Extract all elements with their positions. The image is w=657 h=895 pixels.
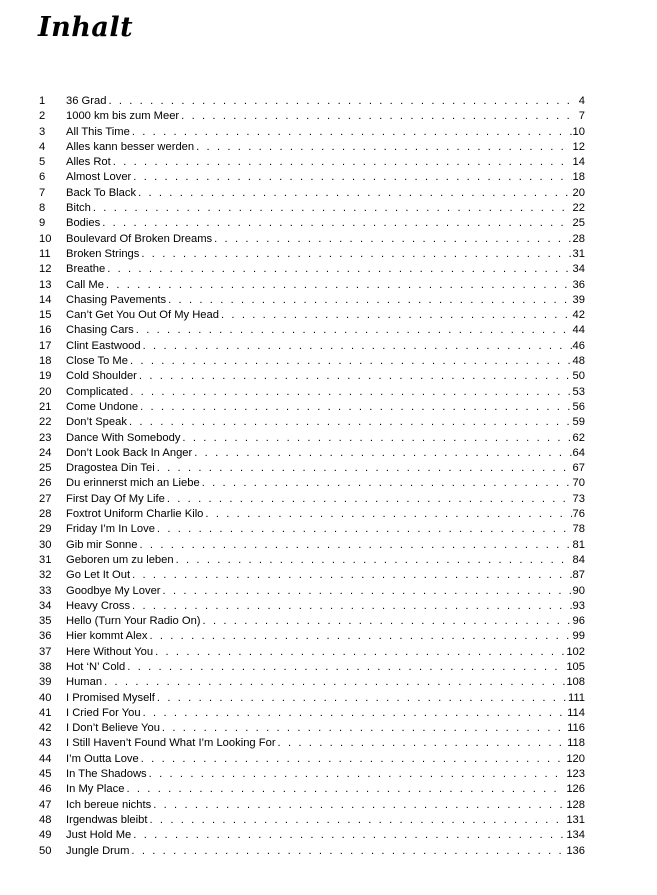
- toc-entry-title: Breathe: [66, 263, 106, 276]
- dot-leader: [203, 614, 572, 629]
- toc-entry: [39, 721, 585, 736]
- toc-entry: [39, 385, 585, 400]
- toc-entry-title: Alles Rot: [66, 156, 111, 169]
- toc-entry-page-number: 114: [567, 706, 585, 719]
- toc-entry-number: 37: [39, 645, 52, 658]
- toc-entry-title: Hello (Turn Your Radio On): [66, 615, 201, 628]
- toc-entry-title: 1000 km bis zum Meer: [66, 110, 180, 123]
- toc-entry-title: In My Place: [66, 783, 125, 796]
- toc-entry: [39, 323, 585, 338]
- toc-entry-number: 6: [39, 171, 46, 184]
- toc-entry-page-number: 87: [572, 569, 585, 582]
- toc-entry-number: 23: [39, 431, 52, 444]
- toc-entry: [39, 538, 585, 553]
- dot-leader: [141, 752, 566, 767]
- toc-entry-number: 31: [39, 553, 52, 566]
- toc-entry-number: 47: [39, 798, 52, 811]
- dot-leader: [140, 538, 572, 553]
- toc-entry-page-number: 25: [572, 217, 585, 230]
- toc-entry-page-number: 128: [566, 798, 585, 811]
- toc-entry-number: 49: [39, 829, 52, 842]
- dot-leader: [163, 584, 572, 599]
- dot-leader: [129, 415, 572, 430]
- toc-entry-number: 4: [39, 140, 46, 153]
- toc-entry-title: Can’t Get You Out Of My Head: [66, 309, 219, 322]
- dot-leader: [138, 186, 571, 201]
- toc-entry-title: I’m Outta Love: [66, 752, 139, 765]
- toc-entry: [39, 94, 585, 109]
- toc-entry-title: Chasing Pavements: [66, 293, 167, 306]
- toc-entry-number: 40: [39, 691, 52, 704]
- dot-leader: [106, 278, 572, 293]
- toc-entry-page-number: 96: [572, 615, 585, 628]
- toc-entry-page-number: 70: [572, 477, 585, 490]
- toc-entry: [39, 813, 585, 828]
- toc-entry-title: Dragostea Din Tei: [66, 462, 155, 475]
- toc-entry-number: 38: [39, 660, 52, 673]
- toc-entry-number: 5: [39, 156, 46, 169]
- toc-entry: [39, 691, 585, 706]
- toc-entry-number: 17: [39, 339, 52, 352]
- toc-entry-number: 20: [39, 385, 52, 398]
- toc-entry-title: Come Undone: [66, 400, 139, 413]
- toc-entry-title: Boulevard Of Broken Dreams: [66, 232, 213, 245]
- toc-entry: [39, 492, 585, 507]
- toc-entry-title: Hot ‘N’ Cold: [66, 660, 126, 673]
- toc-entry-title: Almost Lover: [66, 171, 132, 184]
- toc-entry: [39, 140, 585, 155]
- toc-entry-title: Geboren um zu leben: [66, 553, 174, 566]
- toc-entry-number: 35: [39, 615, 52, 628]
- toc-entry-number: 43: [39, 737, 52, 750]
- toc-entry: [39, 155, 585, 170]
- dot-leader: [155, 645, 565, 660]
- dot-leader: [143, 339, 572, 354]
- toc-entry-title: Alles kann besser werden: [66, 140, 195, 153]
- toc-entry-page-number: 28: [572, 232, 585, 245]
- toc-entry-page-number: 78: [572, 523, 585, 536]
- toc-entry-title: Chasing Cars: [66, 324, 134, 337]
- toc-entry-page-number: 18: [572, 171, 585, 184]
- dot-leader: [194, 446, 571, 461]
- dot-leader: [132, 125, 572, 140]
- toc-entry: [39, 186, 585, 201]
- toc-entry-title: Don’t Speak: [66, 416, 127, 429]
- toc-entry-page-number: 42: [572, 309, 585, 322]
- dot-leader: [132, 568, 571, 583]
- dot-leader: [182, 431, 571, 446]
- dot-leader: [130, 385, 571, 400]
- toc-entry-title: Ich bereue nichts: [66, 798, 152, 811]
- dot-leader: [139, 369, 572, 384]
- toc-entry-title: Back To Black: [66, 186, 137, 199]
- toc-entry-page-number: 116: [567, 722, 585, 735]
- toc-entry: [39, 675, 585, 690]
- toc-entry-page-number: 84: [572, 553, 585, 566]
- dot-leader: [214, 232, 571, 247]
- dot-leader: [149, 767, 566, 782]
- toc-entry: [39, 446, 585, 461]
- toc-entry-number: 29: [39, 523, 52, 536]
- dot-leader: [140, 400, 571, 415]
- toc-entry-page-number: 67: [572, 462, 585, 475]
- toc-entry-title: In The Shadows: [66, 768, 147, 781]
- toc-entry: [39, 369, 585, 384]
- toc-entry: [39, 782, 585, 797]
- toc-entry-page-number: 7: [578, 110, 585, 123]
- toc-entry: [39, 706, 585, 721]
- toc-entry-page-number: 99: [572, 630, 585, 643]
- toc-entry-page-number: 102: [566, 645, 585, 658]
- toc-entry-number: 25: [39, 462, 52, 475]
- toc-entry-title: Irgendwas bleibt: [66, 813, 148, 826]
- toc-entry: [39, 584, 585, 599]
- toc-entry-title: Clint Eastwood: [66, 339, 141, 352]
- dot-leader: [157, 522, 572, 537]
- toc-entry-title: Human: [66, 676, 103, 689]
- toc-entry: [39, 476, 585, 491]
- page-title: Inhalt: [38, 12, 134, 43]
- toc-entry-page-number: 81: [572, 538, 585, 551]
- toc-entry-page-number: 56: [572, 400, 585, 413]
- dot-leader: [102, 216, 571, 231]
- toc-entry: [39, 278, 585, 293]
- toc-entry-number: 30: [39, 538, 52, 551]
- toc-entry: [39, 522, 585, 537]
- dot-leader: [176, 553, 572, 568]
- toc-entry-number: 14: [39, 293, 52, 306]
- toc-entry-page-number: 123: [566, 768, 585, 781]
- toc-entry-title: Don’t Look Back In Anger: [66, 446, 193, 459]
- toc-entry-number: 11: [39, 247, 51, 260]
- toc-entry-number: 41: [39, 706, 52, 719]
- toc-entry-number: 2: [39, 110, 46, 123]
- toc-entry-page-number: 64: [572, 446, 585, 459]
- toc-entry-page-number: 118: [567, 737, 585, 750]
- toc-entry-page-number: 93: [572, 599, 585, 612]
- dot-leader: [113, 155, 572, 170]
- toc-entry-number: 13: [39, 278, 52, 291]
- dot-leader: [167, 492, 572, 507]
- toc-entry-page-number: 131: [566, 813, 585, 826]
- toc-entry-title: All This Time: [66, 125, 130, 138]
- dot-leader: [149, 813, 565, 828]
- toc-entry-page-number: 12: [572, 140, 585, 153]
- toc-entry-page-number: 14: [572, 156, 585, 169]
- toc-entry-number: 39: [39, 676, 52, 689]
- toc-entry-page-number: 22: [572, 202, 585, 215]
- toc-entry-number: 46: [39, 783, 52, 796]
- dot-leader: [149, 629, 571, 644]
- toc-entry: [39, 614, 585, 629]
- toc-entry: [39, 201, 585, 216]
- toc-entry-number: 32: [39, 569, 52, 582]
- dot-leader: [278, 736, 567, 751]
- toc-entry-page-number: 20: [572, 186, 585, 199]
- dot-leader: [157, 461, 572, 476]
- toc-entry-title: Broken Strings: [66, 247, 140, 260]
- toc-entry: [39, 553, 585, 568]
- toc-entry: [39, 629, 585, 644]
- toc-entry-title: Gib mir Sonne: [66, 538, 138, 551]
- toc-entry-page-number: 120: [566, 752, 585, 765]
- dot-leader: [162, 721, 566, 736]
- toc-entry-page-number: 10: [572, 125, 585, 138]
- toc-entry-number: 12: [39, 263, 52, 276]
- dot-leader: [133, 170, 571, 185]
- toc-entry: [39, 752, 585, 767]
- toc-entry: [39, 660, 585, 675]
- toc-entry-number: 48: [39, 813, 52, 826]
- toc-entry-page-number: 50: [572, 370, 585, 383]
- toc-entry-page-number: 4: [578, 95, 585, 107]
- toc-entry-number: 28: [39, 508, 52, 521]
- toc-entry: [39, 767, 585, 782]
- toc-entry-title: Dance With Somebody: [66, 431, 181, 444]
- dot-leader: [205, 507, 571, 522]
- toc-entry-number: 27: [39, 492, 52, 505]
- toc-entry: [39, 247, 585, 262]
- toc-entry-title: Go Let It Out: [66, 569, 131, 582]
- dot-leader: [181, 109, 578, 124]
- dot-leader: [136, 323, 572, 338]
- toc-entry: [39, 262, 585, 277]
- toc-entry-page-number: 36: [572, 278, 585, 291]
- toc-entry-title: I Still Haven’t Found What I’m Looking For: [66, 737, 276, 750]
- toc-entry: [39, 170, 585, 185]
- toc-entry-title: Goodbye My Lover: [66, 584, 161, 597]
- dot-leader: [157, 691, 567, 706]
- toc-entry: [39, 109, 585, 124]
- toc-entry: [39, 339, 585, 354]
- toc-entry-title: I Don’t Believe You: [66, 722, 160, 735]
- toc-entry: [39, 844, 585, 859]
- toc-entry-page-number: 46: [572, 339, 585, 352]
- toc-entry-title: Call Me: [66, 278, 104, 291]
- toc-entry-title: I Promised Myself: [66, 691, 155, 704]
- toc-entry-number: 9: [39, 217, 46, 230]
- toc-entry-title: Friday I’m In Love: [66, 523, 155, 536]
- toc-entry-title: Jungle Drum: [66, 844, 130, 857]
- toc-entry: [39, 308, 585, 323]
- toc-entry-title: Here Without You: [66, 645, 154, 658]
- toc-entry-number: 10: [39, 232, 52, 245]
- toc-entry-number: 16: [39, 324, 52, 337]
- toc-entry-number: 1: [39, 95, 46, 107]
- dot-leader: [107, 262, 571, 277]
- dot-leader: [132, 599, 572, 614]
- toc-entry-page-number: 111: [567, 691, 585, 704]
- toc-entry-title: Close To Me: [66, 355, 128, 368]
- toc-entry-page-number: 108: [566, 676, 585, 689]
- toc-entry-title: 36 Grad: [66, 95, 107, 107]
- toc-entry-title: Just Hold Me: [66, 829, 132, 842]
- dot-leader: [141, 247, 571, 262]
- dot-leader: [130, 354, 572, 369]
- toc-entry-title: Bitch: [66, 202, 91, 215]
- toc-entry-number: 50: [39, 844, 52, 857]
- toc-entry: [39, 125, 585, 140]
- toc-entry-title: Heavy Cross: [66, 599, 131, 612]
- toc-entry-number: 44: [39, 752, 52, 765]
- toc-entry-number: 26: [39, 477, 52, 490]
- toc-entry-page-number: 44: [572, 324, 585, 337]
- toc-entry-page-number: 136: [566, 844, 585, 857]
- dot-leader: [131, 844, 565, 859]
- toc-entry-title: Hier kommt Alex: [66, 630, 148, 643]
- toc-entry: [39, 400, 585, 415]
- toc-entry-title: Complicated: [66, 385, 129, 398]
- toc-entry: [39, 507, 585, 522]
- toc-entry: [39, 431, 585, 446]
- toc-entry-title: I Cried For You: [66, 706, 141, 719]
- toc-entry-title: Du erinnerst mich an Liebe: [66, 477, 200, 490]
- toc-entry-page-number: 39: [572, 293, 585, 306]
- dot-leader: [127, 660, 565, 675]
- toc-entry-page-number: 31: [572, 247, 585, 260]
- toc-entry-page-number: 53: [572, 385, 585, 398]
- toc-entry-number: 15: [39, 309, 52, 322]
- toc-entry-number: 24: [39, 446, 52, 459]
- toc-entry-page-number: 34: [572, 263, 585, 276]
- dot-leader: [168, 293, 571, 308]
- dot-leader: [196, 140, 571, 155]
- toc-entry-number: 36: [39, 630, 52, 643]
- toc-entry-page-number: 134: [566, 829, 585, 842]
- toc-entry-number: 34: [39, 599, 52, 612]
- toc-entry-page-number: 59: [572, 416, 585, 429]
- toc-entry: [39, 415, 585, 430]
- toc-entry-number: 18: [39, 355, 52, 368]
- dot-leader: [108, 94, 577, 109]
- dot-leader: [143, 706, 567, 721]
- toc-entry-number: 33: [39, 584, 52, 597]
- toc-entry-page-number: 105: [566, 660, 585, 673]
- toc-entry-title: Bodies: [66, 217, 101, 230]
- toc-entry: [39, 232, 585, 247]
- toc-entry: [39, 798, 585, 813]
- dot-leader: [221, 308, 572, 323]
- dot-leader: [104, 675, 565, 690]
- toc-entry: [39, 216, 585, 231]
- toc-entry-title: Foxtrot Uniform Charlie Kilo: [66, 508, 204, 521]
- toc-entry-page-number: 76: [572, 508, 585, 521]
- toc-entry-number: 8: [39, 202, 46, 215]
- toc-entry-title: First Day Of My Life: [66, 492, 165, 505]
- toc-entry: [39, 461, 585, 476]
- toc-entry-number: 42: [39, 722, 52, 735]
- toc-entry: [39, 736, 585, 751]
- toc-entry-page-number: 48: [572, 355, 585, 368]
- table-of-contents: [39, 94, 585, 859]
- dot-leader: [93, 201, 572, 216]
- toc-entry-title: Cold Shoulder: [66, 370, 137, 383]
- dot-leader: [126, 782, 565, 797]
- dot-leader: [153, 798, 565, 813]
- toc-entry-number: 7: [39, 186, 46, 199]
- toc-entry-number: 3: [39, 125, 46, 138]
- dot-leader: [202, 476, 572, 491]
- toc-entry-page-number: 90: [572, 584, 585, 597]
- toc-entry: [39, 599, 585, 614]
- toc-entry: [39, 828, 585, 843]
- toc-entry: [39, 354, 585, 369]
- toc-entry-number: 22: [39, 416, 52, 429]
- toc-entry-page-number: 62: [572, 431, 585, 444]
- toc-entry-number: 45: [39, 768, 52, 781]
- toc-entry-number: 19: [39, 370, 52, 383]
- toc-entry-number: 21: [39, 400, 52, 413]
- toc-entry: [39, 293, 585, 308]
- dot-leader: [133, 828, 565, 843]
- toc-entry: [39, 568, 585, 583]
- toc-entry-page-number: 126: [566, 783, 585, 796]
- toc-entry-page-number: 73: [572, 492, 585, 505]
- toc-entry: [39, 645, 585, 660]
